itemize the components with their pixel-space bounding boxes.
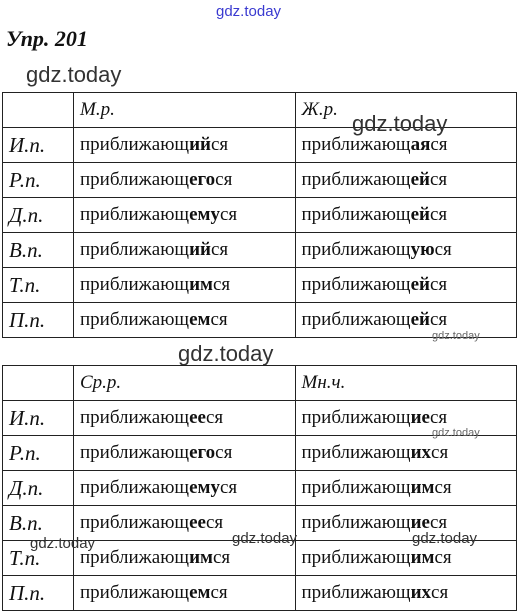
ending: ему	[189, 477, 220, 498]
table-header-row	[3, 366, 517, 401]
ending: ие	[410, 407, 430, 428]
word-stem: приближающ	[80, 582, 190, 603]
participle-form-cell	[74, 163, 296, 198]
participle-form-cell	[295, 576, 517, 611]
table-row	[3, 163, 517, 198]
ending: ей	[410, 309, 430, 330]
ending: ий	[189, 134, 211, 155]
case-label: В.п.	[3, 506, 74, 541]
case-label: В.п.	[3, 233, 74, 268]
table-row	[3, 471, 517, 506]
postfix: ся	[215, 442, 233, 463]
postfix: ся	[429, 274, 448, 295]
participle-form-cell	[295, 303, 517, 338]
postfix: ся	[215, 169, 233, 190]
postfix: ся	[212, 547, 231, 568]
header-empty-cell	[3, 366, 74, 401]
word-stem: приближающ	[301, 204, 411, 225]
postfix: ся	[431, 582, 449, 603]
word-stem: приближающ	[301, 407, 411, 428]
word-stem: приближающ	[301, 512, 411, 533]
postfix: ся	[430, 134, 448, 155]
word-stem: приближающ	[80, 274, 190, 295]
case-label: И.п.	[3, 401, 74, 436]
participle-form-cell	[295, 198, 517, 233]
ending: ие	[410, 512, 430, 533]
table-row	[3, 268, 517, 303]
postfix: ся	[205, 512, 224, 533]
word-stem: приближающ	[80, 547, 190, 568]
case-label: Р.п.	[3, 436, 74, 471]
word-stem: приближающ	[301, 274, 411, 295]
word-stem: приближающ	[301, 582, 411, 603]
postfix: ся	[219, 204, 238, 225]
participle-form-cell	[74, 128, 296, 163]
postfix: ся	[210, 582, 228, 603]
word-stem: приближающ	[80, 309, 190, 330]
ending: им	[410, 547, 435, 568]
participle-form-cell	[295, 233, 517, 268]
postfix: ся	[431, 442, 449, 463]
participle-form-cell	[74, 576, 296, 611]
case-label: Д.п.	[3, 471, 74, 506]
case-label: П.п.	[3, 576, 74, 611]
ending: ая	[410, 134, 431, 155]
ending: ей	[410, 169, 430, 190]
watermark-small-table1: gdz.today	[432, 330, 480, 342]
ending: их	[410, 442, 432, 463]
participle-form-cell	[295, 506, 517, 541]
word-stem: приближающ	[301, 134, 411, 155]
postfix: ся	[210, 239, 229, 260]
case-label: Д.п.	[3, 198, 74, 233]
postfix: ся	[429, 512, 448, 533]
word-stem: приближающ	[80, 204, 190, 225]
watermark-above-table2: gdz.today	[178, 341, 274, 366]
watermark-top: gdz.today	[216, 3, 282, 20]
participle-form-cell	[295, 401, 517, 436]
ending: им	[410, 477, 435, 498]
case-label: Т.п.	[3, 541, 74, 576]
ending: им	[189, 547, 213, 568]
participle-form-cell	[295, 436, 517, 471]
ending: ем	[189, 582, 211, 603]
participle-form-cell	[74, 198, 296, 233]
participle-form-cell	[295, 471, 517, 506]
word-stem: приближающ	[301, 309, 411, 330]
word-stem: приближающ	[301, 239, 411, 260]
ending: им	[189, 274, 213, 295]
table-row	[3, 198, 517, 233]
participle-form-cell	[74, 268, 296, 303]
postfix: ся	[434, 239, 452, 260]
postfix: ся	[434, 547, 452, 568]
ending: ей	[410, 204, 430, 225]
word-stem: приближающ	[80, 512, 190, 533]
ending: их	[410, 582, 432, 603]
word-stem: приближающ	[80, 169, 190, 190]
table-row	[3, 576, 517, 611]
table-row	[3, 436, 517, 471]
postfix: ся	[219, 477, 238, 498]
participle-form-cell	[74, 436, 296, 471]
postfix: ся	[210, 134, 229, 155]
header-empty-cell	[3, 93, 74, 128]
participle-form-cell	[74, 303, 296, 338]
word-stem: приближающ	[80, 442, 190, 463]
header-plural: Мн.ч.	[295, 366, 517, 401]
table-row	[3, 233, 517, 268]
participle-form-cell	[295, 268, 517, 303]
ending: ему	[189, 204, 220, 225]
header-feminine: Ж.р.	[295, 93, 517, 128]
word-stem: приближающ	[301, 547, 411, 568]
postfix: ся	[429, 407, 448, 428]
word-stem: приближающ	[80, 407, 190, 428]
ending: его	[189, 169, 216, 190]
case-label: Т.п.	[3, 268, 74, 303]
ending: ее	[189, 407, 206, 428]
postfix: ся	[210, 309, 228, 330]
case-label: И.п.	[3, 128, 74, 163]
ending: ий	[189, 239, 211, 260]
postfix: ся	[212, 274, 231, 295]
participle-form-cell	[74, 233, 296, 268]
watermark-bottom-right: gdz.today	[412, 530, 478, 547]
watermark-small-table2: gdz.today	[432, 427, 480, 439]
ending: его	[189, 442, 216, 463]
word-stem: приближающ	[80, 239, 190, 260]
postfix: ся	[429, 169, 448, 190]
participle-form-cell	[295, 541, 517, 576]
exercise-title: Упр. 201	[6, 26, 88, 51]
ending: ее	[189, 512, 206, 533]
participle-form-cell	[74, 401, 296, 436]
participle-form-cell	[295, 163, 517, 198]
case-label: П.п.	[3, 303, 74, 338]
watermark-table1-header: gdz.today	[352, 111, 448, 136]
watermark-bottom-mid: gdz.today	[232, 530, 298, 547]
header-masculine: М.р.	[74, 93, 296, 128]
word-stem: приближающ	[80, 477, 190, 498]
ending: ую	[410, 239, 435, 260]
postfix: ся	[429, 309, 448, 330]
word-stem: приближающ	[301, 169, 411, 190]
ending: ем	[189, 309, 211, 330]
word-stem: приближающ	[301, 477, 411, 498]
participle-form-cell	[74, 471, 296, 506]
postfix: ся	[434, 477, 452, 498]
word-stem: приближающ	[301, 442, 411, 463]
postfix: ся	[429, 204, 448, 225]
declension-table-2	[2, 365, 517, 611]
postfix: ся	[205, 407, 224, 428]
ending: ей	[410, 274, 430, 295]
case-label: Р.п.	[3, 163, 74, 198]
watermark-bottom-left: gdz.today	[30, 535, 96, 552]
header-neuter: Ср.р.	[74, 366, 296, 401]
watermark-above-table1: gdz.today	[26, 62, 122, 87]
word-stem: приближающ	[80, 134, 190, 155]
